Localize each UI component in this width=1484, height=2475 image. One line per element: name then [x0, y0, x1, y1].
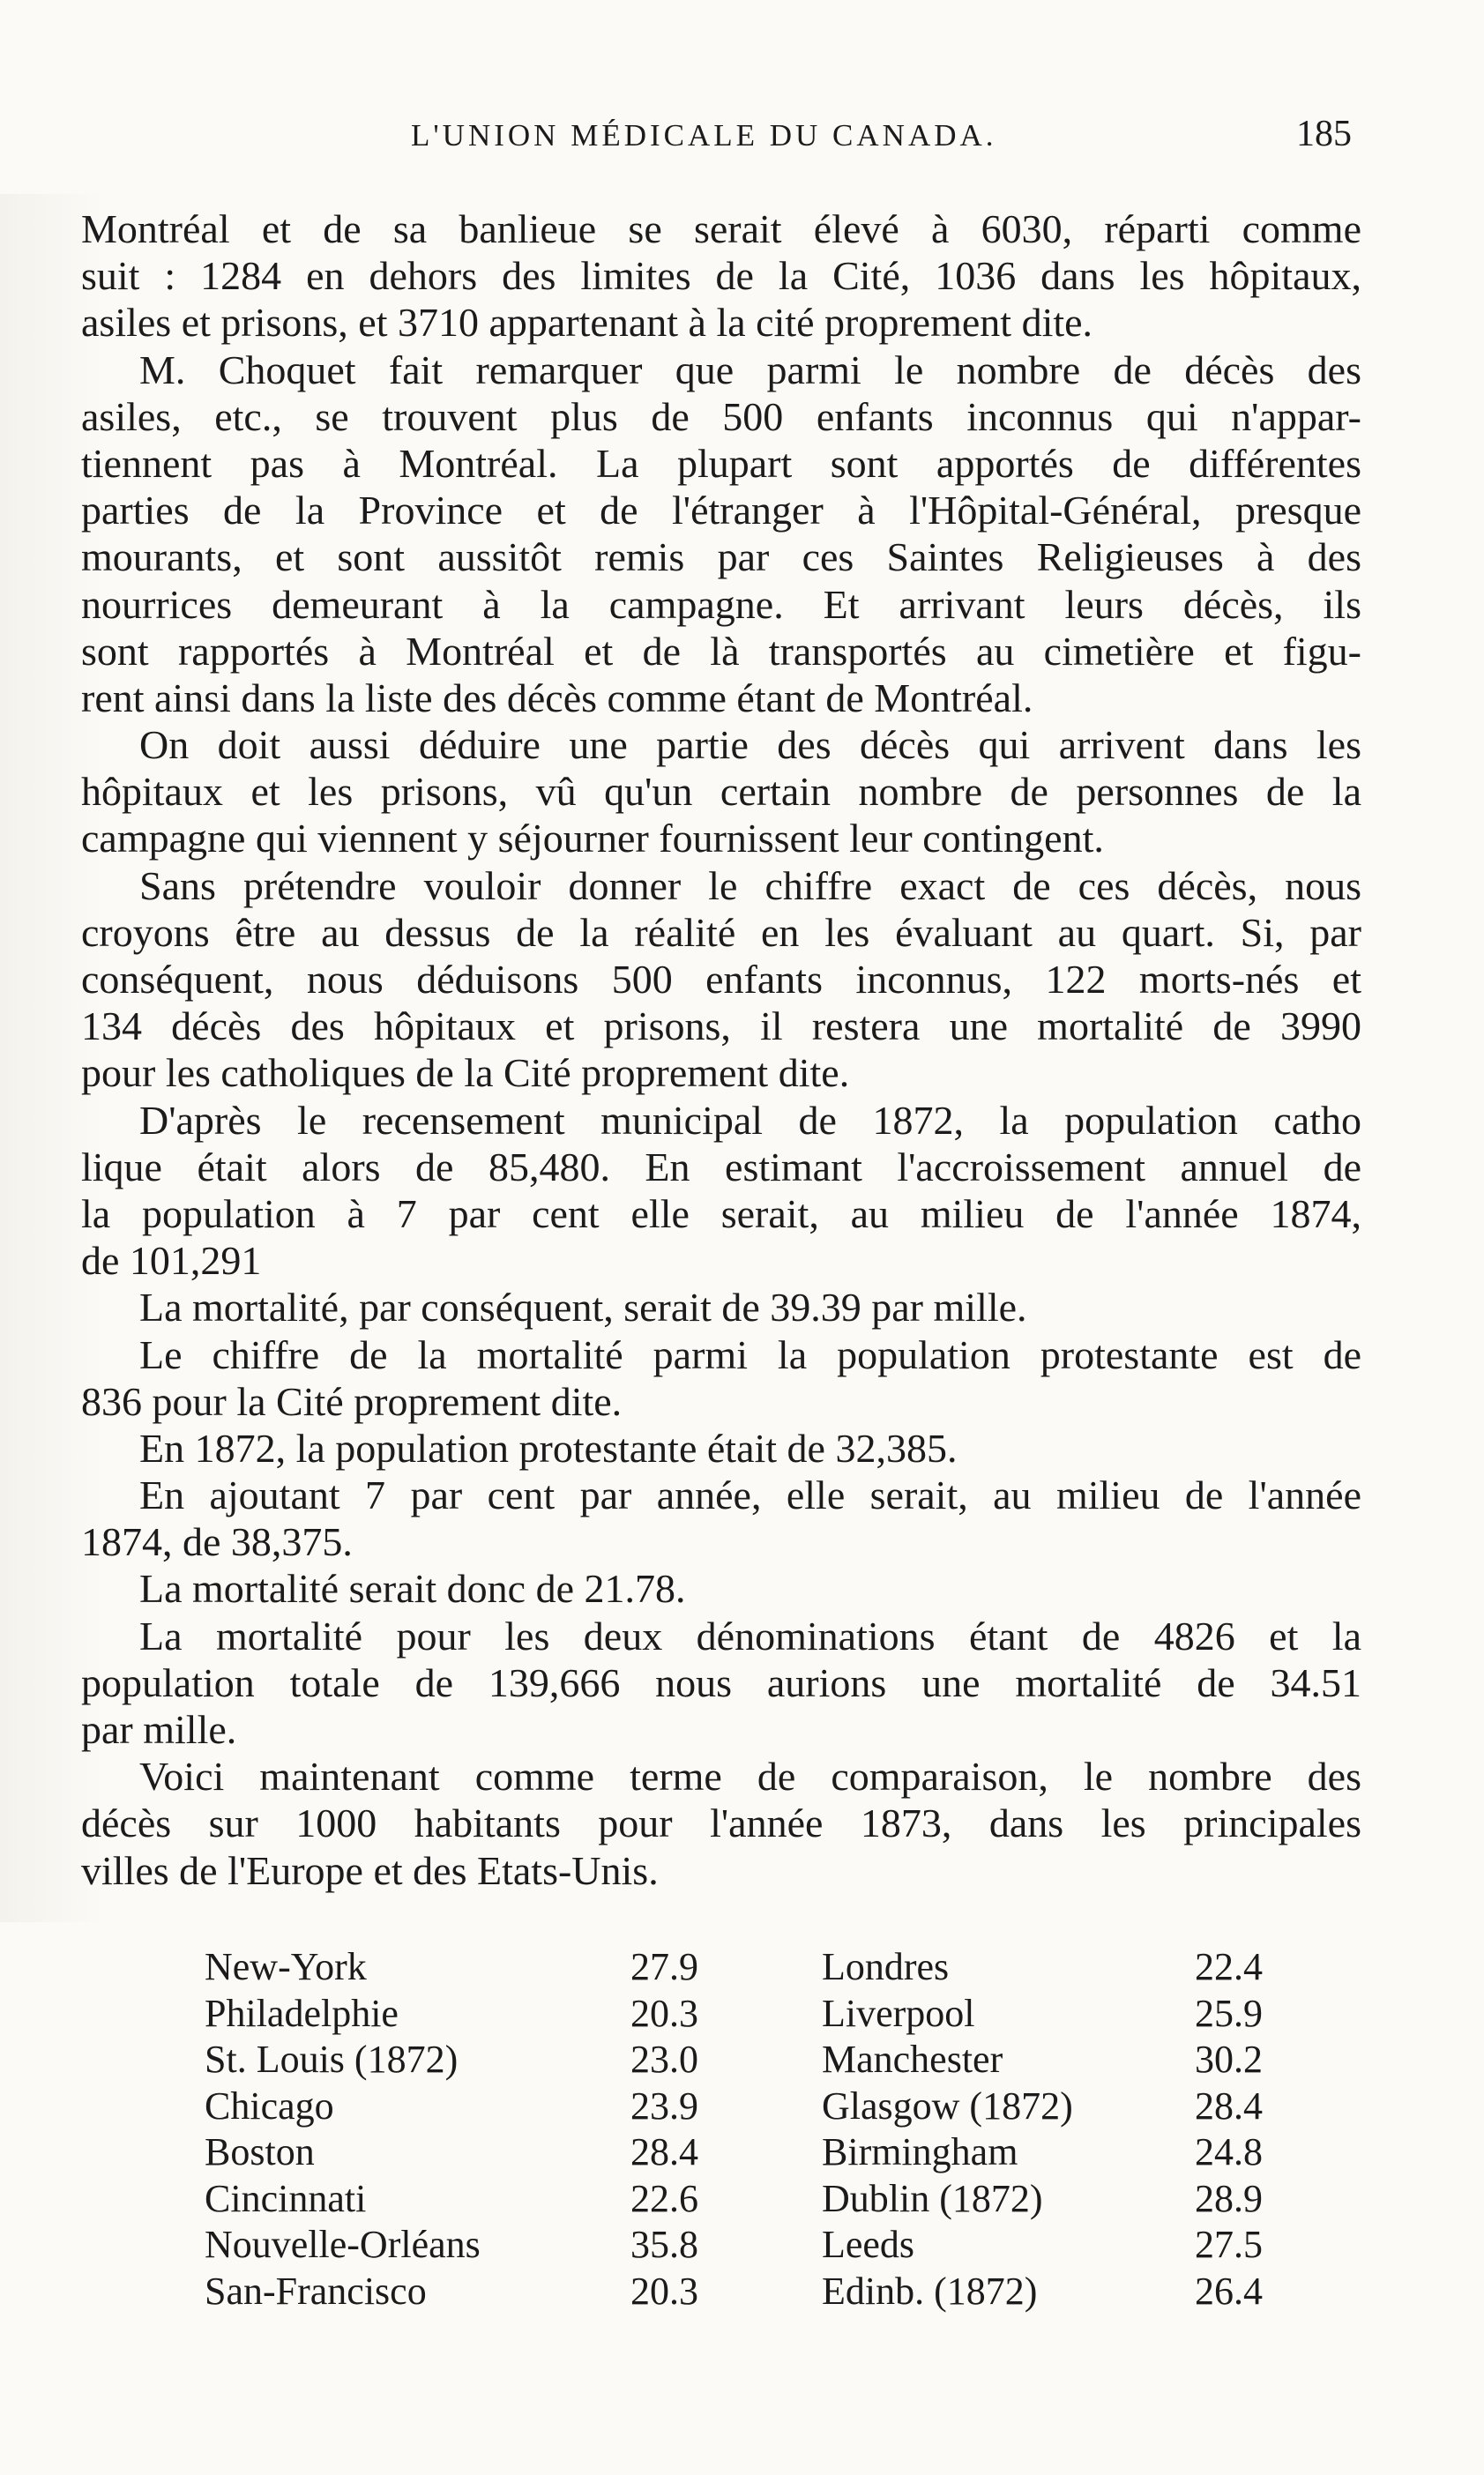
text-line: 1874, de 38,375.: [81, 1519, 353, 1565]
mortality-rate: 25.9: [1195, 1991, 1263, 2035]
text-line: 134 décès des hôpitaux et prisons, il restera une mortalité de 3990: [81, 1003, 1361, 1049]
table-row: [205, 2269, 698, 2315]
text-line: parties de la Province et de l'étranger à l'Hôpital-Général, presque: [81, 488, 1361, 533]
table-row: [822, 2269, 1263, 2315]
mortality-comparison-table: [205, 1944, 1263, 2359]
text-line: asiles, etc., se trouvent plus de 500 enfants inconnus qui n'appar-: [81, 393, 1361, 439]
text-line: asiles et prisons, et 3710 appartenant à la cité proprement dite.: [81, 300, 1093, 346]
text-line: On doit aussi déduire une partie des décès qui arrivent dans les: [139, 722, 1361, 768]
text-line: hôpitaux et les prisons, vû qu'un certain nombre de personnes de la: [81, 769, 1361, 815]
mortality-rate: 23.0: [630, 2038, 698, 2081]
text-line: croyons être au dessus de la réalité en les évaluant au quart. Si, par: [81, 909, 1361, 955]
text-line: La mortalité serait donc de 21.78.: [139, 1566, 686, 1612]
table-row: [205, 2176, 698, 2223]
text-line: Sans prétendre vouloir donner le chiffre exact de ces décès, nous: [139, 862, 1361, 908]
text-line: pour les catholiques de la Cité proprement dite.: [81, 1050, 850, 1096]
city-name: New-York: [205, 1945, 367, 1988]
mortality-rate: 26.4: [1195, 2269, 1263, 2313]
text-line: Le chiffre de la mortalité parmi la population protestante est de: [139, 1331, 1361, 1377]
table-row: [205, 2037, 698, 2084]
table-row: [822, 2176, 1263, 2223]
text-line: par mille.: [81, 1707, 237, 1752]
city-name: Edinb. (1872): [822, 2269, 1038, 2313]
table-row: [205, 2129, 698, 2176]
table-row: [822, 2222, 1263, 2269]
text-line: de 101,291: [81, 1238, 262, 1284]
mortality-rate: 28.9: [1195, 2176, 1263, 2220]
mortality-rate: 20.3: [630, 1991, 698, 2035]
table-row: [822, 2129, 1263, 2176]
table-row: [205, 1944, 698, 1991]
mortality-rate: 27.9: [630, 1945, 698, 1988]
city-name: Leeds: [822, 2223, 915, 2266]
text-line: campagne qui viennent y séjourner fournissent leur contingent.: [81, 816, 1104, 861]
mortality-rate: 28.4: [1195, 2084, 1263, 2128]
text-line: La mortalité, par conséquent, serait de 39.39 par mille.: [139, 1285, 1027, 1331]
text-line: sont rapportés à Montréal et de là transportés au cimetière et figu-: [81, 628, 1361, 674]
american-cities-column: [205, 1944, 698, 2315]
text-line: D'après le recensement municipal de 1872, la population catho: [139, 1097, 1361, 1143]
table-row: [205, 1991, 698, 2038]
text-line: la population à 7 par cent elle serait, au milieu de l'année 1874,: [81, 1190, 1361, 1236]
mortality-rate: 22.6: [630, 2176, 698, 2220]
mortality-rate: 24.8: [1195, 2130, 1263, 2173]
city-name: Manchester: [822, 2038, 1003, 2081]
text-line: La mortalité pour les deux dénominations étant de 4826 et la: [139, 1613, 1361, 1659]
city-name: Cincinnati: [205, 2176, 367, 2220]
article-body: [81, 205, 1361, 1894]
text-line: conséquent, nous déduisons 500 enfants inconnus, 122 morts-nés et: [81, 957, 1361, 1002]
text-line: 836 pour la Cité proprement dite.: [81, 1378, 623, 1424]
city-name: Liverpool: [822, 1991, 975, 2035]
city-name: Boston: [205, 2130, 315, 2173]
mortality-rate: 30.2: [1195, 2038, 1263, 2081]
mortality-rate: 35.8: [630, 2223, 698, 2266]
city-name: Philadelphie: [205, 1991, 399, 2035]
text-line: rent ainsi dans la liste des décès comme étant de Montréal.: [81, 675, 1033, 720]
city-name: St. Louis (1872): [205, 2038, 459, 2081]
city-name: Nouvelle-Orléans: [205, 2223, 481, 2266]
table-row: [822, 1991, 1263, 2038]
mortality-rate: 22.4: [1195, 1945, 1263, 1988]
text-line: villes de l'Europe et des Etats-Unis.: [81, 1847, 659, 1893]
text-line: décès sur 1000 habitants pour l'année 1873, dans les principales: [81, 1800, 1361, 1846]
text-line: tiennent pas à Montréal. La plupart sont apportés de différentes: [81, 440, 1361, 486]
table-row: [205, 2222, 698, 2269]
european-cities-column: [822, 1944, 1263, 2315]
city-name: Chicago: [205, 2084, 334, 2128]
table-row: [822, 2084, 1263, 2130]
table-row: [822, 1944, 1263, 1991]
mortality-rate: 20.3: [630, 2269, 698, 2313]
text-line: suit : 1284 en dehors des limites de la Cité, 1036 dans les hôpitaux,: [81, 253, 1361, 299]
page-number: 185: [1296, 114, 1352, 154]
text-line: En ajoutant 7 par cent par année, elle serait, au milieu de l'année: [139, 1472, 1361, 1518]
mortality-rate: 27.5: [1195, 2223, 1263, 2266]
text-line: En 1872, la population protestante était de 32,385.: [139, 1425, 958, 1471]
table-row: [822, 2037, 1263, 2084]
table-row: [205, 2084, 698, 2130]
text-line: M. Choquet fait remarquer que parmi le nombre de décès des: [139, 347, 1361, 392]
text-line: Montréal et de sa banlieue se serait élevé à 6030, réparti comme: [81, 206, 1361, 251]
text-line: mourants, et sont aussitôt remis par ces Saintes Religieuses à des: [81, 534, 1361, 580]
mortality-rate: 23.9: [630, 2084, 698, 2128]
running-head: L'UNION MÉDICALE DU CANADA.: [411, 118, 997, 153]
city-name: Birmingham: [822, 2130, 1018, 2173]
city-name: Dublin (1872): [822, 2176, 1043, 2220]
city-name: San-Francisco: [205, 2269, 427, 2313]
text-line: Voici maintenant comme terme de comparaison, le nombre des: [139, 1754, 1361, 1800]
text-line: lique était alors de 85,480. En estimant l'accroissement annuel de: [81, 1144, 1361, 1189]
page-header: [0, 104, 1484, 166]
text-line: nourrices demeurant à la campagne. Et arrivant leurs décès, ils: [81, 581, 1361, 627]
text-line: population totale de 139,666 nous aurions une mortalité de 34.51: [81, 1659, 1361, 1705]
mortality-rate: 28.4: [630, 2130, 698, 2173]
city-name: Londres: [822, 1945, 950, 1988]
city-name: Glasgow (1872): [822, 2084, 1073, 2128]
